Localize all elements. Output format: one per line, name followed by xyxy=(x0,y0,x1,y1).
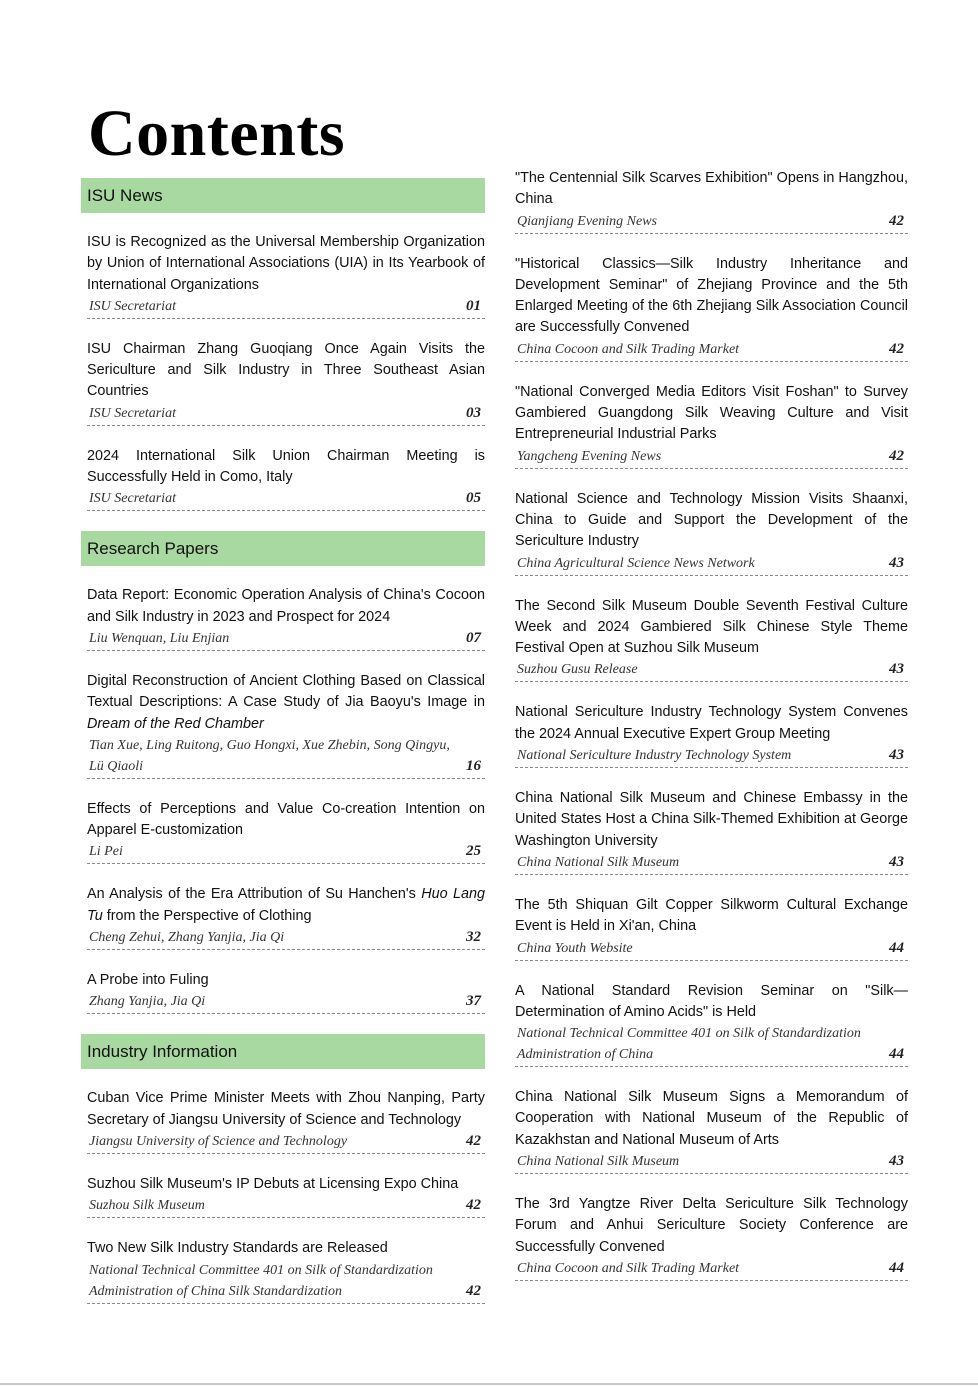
entry-meta-row xyxy=(87,735,485,779)
entry-title-part: ISU is Recognized as the Universal Membership Organization by Union of International Associations (UIA) in Its Yearbook of International Organizations xyxy=(87,234,485,293)
entry-page-number: 42 xyxy=(889,447,904,464)
entry-meta-row xyxy=(87,296,485,319)
entry-meta-row xyxy=(515,1151,908,1174)
toc-entry[interactable] xyxy=(81,339,485,426)
entry-title-part: "The Centennial Silk Scarves Exhibition" Opens in Hangzhou, China xyxy=(515,170,908,208)
entry-meta-row xyxy=(87,403,485,426)
entry-title xyxy=(515,596,908,660)
entry-page-number: 42 xyxy=(466,1132,481,1149)
entry-meta-row xyxy=(515,339,908,362)
toc-entry[interactable] xyxy=(81,799,485,865)
entry-title-part: China National Silk Museum and Chinese Embassy in the United States Host a China Silk-Themed Exhibition at George Washington University xyxy=(515,790,908,849)
entry-source: National Technical Committee 401 on Silk of Standardization Administration of China Silk Standardization xyxy=(89,1262,433,1299)
entry-meta-row xyxy=(87,927,485,950)
entry-title xyxy=(87,232,485,296)
entry-source: Yangcheng Evening News xyxy=(517,448,662,464)
entry-title-part: A Probe into Fuling xyxy=(87,972,209,989)
toc-entry[interactable] xyxy=(81,970,485,1014)
entry-meta-row xyxy=(515,1023,908,1067)
entry-page-number: 16 xyxy=(466,757,481,774)
toc-entry[interactable] xyxy=(81,671,485,779)
entry-source: Liu Wenquan, Liu Enjian xyxy=(89,630,230,646)
entry-source: Li Pei xyxy=(89,844,123,860)
entry-meta-row xyxy=(515,852,908,875)
entry-page-number: 01 xyxy=(466,297,481,314)
entry-title-part: An Analysis of the Era Attribution of Su Hanchen's xyxy=(87,886,422,903)
entry-page-number: 44 xyxy=(889,939,904,956)
section-header-research-papers: Research Papers xyxy=(81,531,485,566)
entry-title xyxy=(87,671,485,735)
entry-source: Qianjiang Evening News xyxy=(517,213,657,229)
entry-source: China Youth Website xyxy=(517,940,633,956)
entry-page-number: 44 xyxy=(889,1046,904,1063)
toc-entry[interactable] xyxy=(515,168,908,234)
toc-entry[interactable] xyxy=(81,1088,485,1154)
entry-title xyxy=(87,970,485,991)
entry-title xyxy=(515,895,908,938)
entry-page-number: 43 xyxy=(889,554,904,571)
entry-meta-row xyxy=(87,991,485,1014)
entry-title xyxy=(515,981,908,1024)
entry-title-part: The Second Silk Museum Double Seventh Festival Culture Week and 2024 Gambiered Silk Chinese Style Theme Festival Open at Suzhou Silk Museum xyxy=(515,597,908,657)
toc-entry[interactable] xyxy=(515,596,908,683)
toc-entry[interactable] xyxy=(515,1194,908,1281)
entry-page-number: 32 xyxy=(466,929,481,946)
entry-page-number: 44 xyxy=(889,1259,904,1276)
entry-page-number: 43 xyxy=(889,661,904,678)
entry-meta-row xyxy=(515,211,908,234)
entry-source: China Cocoon and Silk Trading Market xyxy=(517,1260,740,1276)
entry-title xyxy=(87,1174,485,1195)
right-column xyxy=(515,168,908,1301)
entry-meta-row xyxy=(87,1195,485,1218)
section-header-industry-information: Industry Information xyxy=(81,1034,485,1069)
toc-entry[interactable] xyxy=(81,585,485,651)
entry-meta-row xyxy=(87,1260,485,1304)
toc-entry[interactable] xyxy=(81,446,485,512)
entry-source: Suzhou Silk Museum xyxy=(89,1198,205,1214)
entry-title xyxy=(87,585,485,628)
entry-source: Jiangsu University of Science and Technology xyxy=(89,1133,348,1149)
entry-source: National Technical Committee 401 on Silk of Standardization Administration of China xyxy=(517,1026,861,1063)
entry-source: China Agricultural Science News Network xyxy=(517,555,755,571)
entry-meta-row xyxy=(87,488,485,511)
entry-page-number: 43 xyxy=(889,853,904,870)
entry-title xyxy=(87,1238,485,1259)
page-bottom-rule xyxy=(0,1383,978,1385)
entry-source: Suzhou Gusu Release xyxy=(517,662,638,678)
entry-title-part: A National Standard Revision Seminar on "Silk—Determination of Amino Acids" is Held xyxy=(515,982,908,1020)
toc-entry[interactable] xyxy=(81,232,485,319)
entry-title-part: 2024 International Silk Union Chairman Meeting is Successfully Held in Como, Italy xyxy=(87,447,485,486)
entry-source: ISU Secretariat xyxy=(89,491,176,507)
entry-meta-row xyxy=(515,446,908,469)
entry-title-part: from the Perspective of Clothing xyxy=(102,907,312,924)
entry-title xyxy=(515,254,908,339)
entry-title xyxy=(87,339,485,403)
entry-page-number: 42 xyxy=(889,212,904,229)
entry-page-number: 37 xyxy=(466,993,481,1010)
entry-source: China National Silk Museum xyxy=(517,1154,680,1170)
toc-entry[interactable] xyxy=(81,884,485,950)
toc-entry[interactable] xyxy=(515,1087,908,1174)
entry-source: ISU Secretariat xyxy=(89,405,176,421)
toc-entry[interactable] xyxy=(515,254,908,362)
entry-page-number: 07 xyxy=(466,629,481,646)
entry-page-number: 42 xyxy=(466,1197,481,1214)
entry-page-number: 03 xyxy=(466,404,481,421)
toc-entry[interactable] xyxy=(515,895,908,961)
entry-title-part: National Sericulture Industry Technology System Convenes the 2024 Annual Executive Expert Group Meeting xyxy=(515,704,908,742)
entry-title xyxy=(515,382,908,446)
entry-page-number: 42 xyxy=(889,340,904,357)
toc-entry[interactable] xyxy=(81,1238,485,1303)
entry-page-number: 43 xyxy=(889,747,904,764)
entry-title xyxy=(87,884,485,927)
entry-source: Zhang Yanjia, Jia Qi xyxy=(89,994,206,1010)
entry-title-part: "Historical Classics—Silk Industry Inheritance and Development Seminar" of Zhejiang Province and the 5th Enlarged Meeting of the 6th Zhejiang Silk Association Council are Successfully Convened xyxy=(515,255,908,336)
entry-page-number: 43 xyxy=(889,1153,904,1170)
entry-title-part: China National Silk Museum Signs a Memorandum of Cooperation with National Museum of the Republic of Kazakhstan and National Museum of Arts xyxy=(515,1089,908,1148)
entry-title-part: Effects of Perceptions and Value Co-creation Intention on Apparel E-customization xyxy=(87,800,485,839)
toc-entry[interactable] xyxy=(515,981,908,1068)
entry-title-italic-part: Dream of the Red Chamber xyxy=(87,715,264,732)
entry-source: Tian Xue, Ling Ruitong, Guo Hongxi, Xue Zhebin, Song Qingyu, Lü Qiaoli xyxy=(89,737,450,774)
entry-meta-row xyxy=(515,938,908,961)
entry-meta-row xyxy=(515,553,908,576)
entry-title-part: Digital Reconstruction of Ancient Clothing Based on Classical Textual Descriptions: A Case Study of Jia Baoyu's Image in xyxy=(87,672,485,711)
entry-title xyxy=(515,1194,908,1258)
left-column xyxy=(81,178,485,1324)
toc-entry[interactable] xyxy=(515,702,908,768)
entry-title-part: Cuban Vice Prime Minister Meets with Zhou Nanping, Party Secretary of Jiangsu University of Science and Technology xyxy=(87,1090,485,1128)
entry-title-part: The 5th Shiquan Gilt Copper Silkworm Cultural Exchange Event is Held in Xi'an, China xyxy=(515,896,908,935)
entry-source: China National Silk Museum xyxy=(517,854,680,870)
entry-title xyxy=(87,1088,485,1131)
section-header-isu-news: ISU News xyxy=(81,178,485,213)
entry-title-part: Suzhou Silk Museum's IP Debuts at Licensing Expo China xyxy=(87,1175,459,1192)
entry-source: Cheng Zehui, Zhang Yanjia, Jia Qi xyxy=(89,930,285,946)
entry-title xyxy=(515,168,908,211)
entry-title xyxy=(515,1087,908,1151)
entry-meta-row xyxy=(87,628,485,651)
entry-source: China Cocoon and Silk Trading Market xyxy=(517,341,740,357)
entry-meta-row xyxy=(515,1258,908,1281)
entry-title xyxy=(515,702,908,745)
entry-meta-row xyxy=(515,745,908,768)
entry-title-part: Data Report: Economic Operation Analysis of China's Cocoon and Silk Industry in 2023 and Prospect for 2024 xyxy=(87,587,485,625)
toc-entry[interactable] xyxy=(515,489,908,576)
entry-page-number: 25 xyxy=(466,843,481,860)
entry-title-part: ISU Chairman Zhang Guoqiang Once Again Visits the Sericulture and Silk Industry in Three Southeast Asian Countries xyxy=(87,340,485,400)
entry-meta-row xyxy=(87,841,485,864)
entry-title-part: Two New Silk Industry Standards are Released xyxy=(87,1240,388,1257)
entry-title xyxy=(87,799,485,842)
entry-title-part: National Science and Technology Mission Visits Shaanxi, China to Guide and Support the Development of the Sericulture Industry xyxy=(515,490,908,550)
toc-entry[interactable] xyxy=(81,1174,485,1218)
entry-title xyxy=(87,446,485,489)
entry-page-number: 05 xyxy=(466,490,481,507)
toc-entry[interactable] xyxy=(515,788,908,875)
entry-source: National Sericulture Industry Technology System xyxy=(517,748,792,764)
entry-meta-row xyxy=(87,1131,485,1154)
entry-page-number: 42 xyxy=(466,1282,481,1299)
entry-title-part: The 3rd Yangtze River Delta Sericulture Silk Technology Forum and Anhui Sericulture Society Conference are Successfully Convened xyxy=(515,1196,908,1255)
toc-entry[interactable] xyxy=(515,382,908,469)
entry-title-part: "National Converged Media Editors Visit Foshan" to Survey Gambiered Guangdong Silk Weaving Culture and Visit Entrepreneurial Industrial Parks xyxy=(515,383,908,443)
entry-meta-row xyxy=(515,659,908,682)
entry-source: ISU Secretariat xyxy=(89,298,176,314)
entry-title xyxy=(515,489,908,553)
entry-title-italic-part: Huo Lang Tu xyxy=(87,886,485,924)
entry-title xyxy=(515,788,908,852)
page-title: Contents xyxy=(88,97,346,170)
